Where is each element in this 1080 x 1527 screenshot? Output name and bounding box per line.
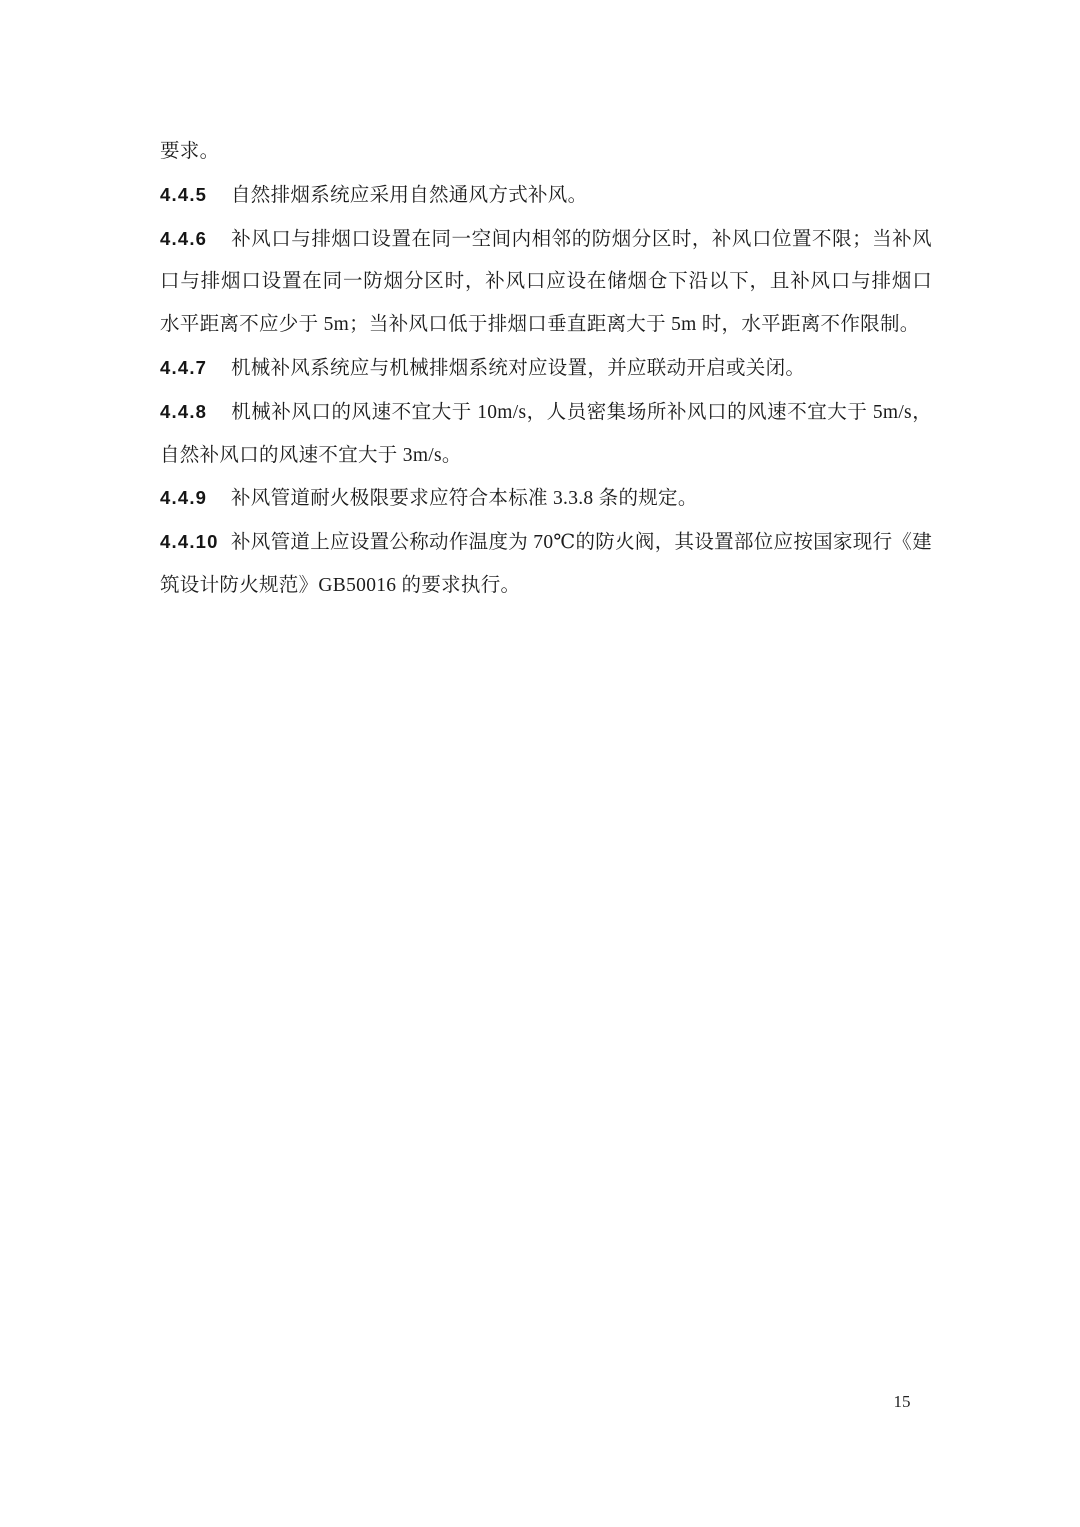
paragraph-text: 要求。	[160, 141, 220, 162]
clause-text: 补风口与排烟口设置在同一空间内相邻的防烟分区时，补风口位置不限；当补风口与排烟口设置在同一防烟分区时，补风口应设在储烟仓下沿以下，且补风口与排烟口水平距离不应少于 5m；当补风口低于排烟口垂直距离大于 5m 时，水平距离不作限制。	[160, 228, 932, 336]
clause-text: 机械补风系统应与机械排烟系统对应设置，并应联动开启或关闭。	[231, 357, 806, 379]
clause-text: 自然排烟系统应采用自然通风方式补风。	[231, 184, 588, 206]
document-body	[160, 131, 932, 608]
clause-number: 4.4.7	[160, 356, 208, 378]
clause-number: 4.4.6	[160, 227, 208, 249]
clause-number: 4.4.9	[160, 487, 208, 509]
clause-text: 机械补风口的风速不宜大于 10m/s，人员密集场所补风口的风速不宜大于 5m/s，自然补风口的风速不宜大于 3m/s。	[160, 401, 932, 466]
clause-text: 补风管道上应设置公称动作温度为 70℃的防火阀，其设置部位应按国家现行《建筑设计防火规范》GB50016 的要求执行。	[160, 532, 932, 596]
clause-4-4-7	[160, 347, 932, 391]
page-number: 15	[893, 1392, 911, 1411]
clause-4-4-5	[160, 174, 932, 218]
clause-number: 4.4.5	[160, 183, 208, 205]
clause-4-4-9	[160, 477, 932, 521]
clause-4-4-8	[160, 391, 932, 478]
clause-number: 4.4.8	[160, 400, 208, 422]
clause-number: 4.4.10	[160, 531, 219, 553]
clause-text: 补风管道耐火极限要求应符合本标准 3.3.8 条的规定。	[231, 488, 698, 510]
clause-4-4-6	[160, 218, 932, 347]
paragraph-continuation	[160, 131, 932, 174]
clause-4-4-10	[160, 521, 932, 608]
